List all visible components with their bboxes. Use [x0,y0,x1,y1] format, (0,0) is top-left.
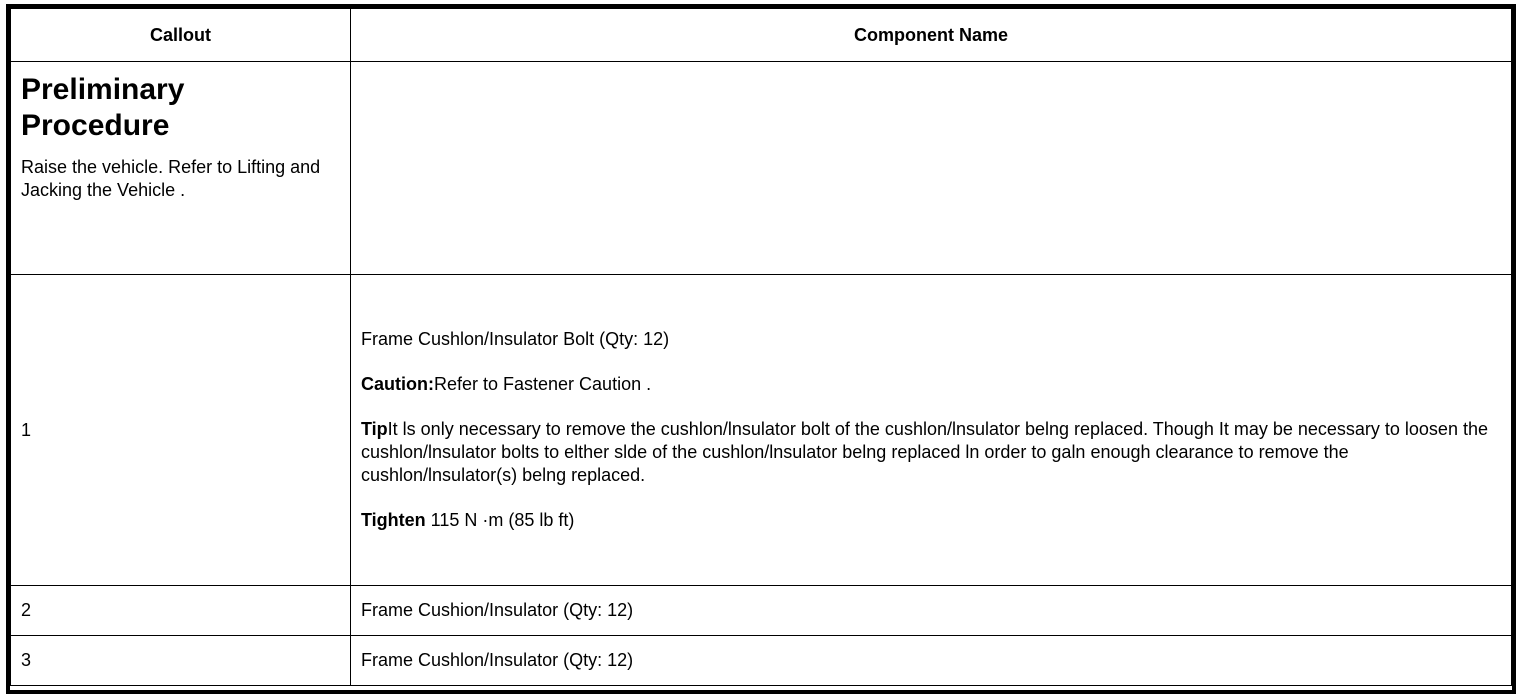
table-header-row [11,9,1512,62]
preliminary-empty-cell [351,62,1512,275]
callout-header: Callout [11,9,351,62]
callout-cell: 3 [11,636,351,686]
component-cell [351,275,1512,586]
preliminary-cell [11,62,351,275]
caution-label: Caution: [361,374,434,394]
tip-text: It ls only necessary to remove the cushlon/lnsulator bolt of the cushlon/lnsulator belng replaced. Though It may be necessary to loosen the cushlon/lnsulator bolts to elther slde of the cushlon/lnsulator belng replaced ln order to galn enough clearance to remove the cushlon/lnsulator(s) belng replaced. [361,419,1488,485]
preliminary-text: Raise the vehicle. Refer to Lifting and Jacking the Vehicle . [21,157,321,200]
tighten-note [361,509,1501,532]
component-cell: Frame Cushion/Insulator (Qty: 12) [351,586,1512,636]
tip-note [361,418,1501,487]
component-name-header: Component Name [351,9,1512,62]
preliminary-title-line1: Preliminary [21,73,185,106]
table-row [11,275,1512,586]
preliminary-title-line2: Procedure [21,109,170,142]
table-row [11,636,1512,686]
component-cell: Frame Cushlon/Insulator (Qty: 12) [351,636,1512,686]
procedure-table-frame [6,4,1516,694]
tighten-text: 115 N ·m (85 lb ft) [425,510,575,530]
callout-cell: 2 [11,586,351,636]
procedure-table [10,8,1512,686]
tip-label: Tip [361,419,388,439]
preliminary-title [21,72,340,144]
component-name: Frame Cushlon/Insulator Bolt (Qty: 12) [361,329,670,349]
table-row [11,586,1512,636]
tighten-label: Tighten [361,510,426,530]
caution-note [361,373,1501,396]
callout-cell: 1 [11,275,351,586]
caution-text: Refer to Fastener Caution . [433,374,652,394]
preliminary-row [11,62,1512,275]
